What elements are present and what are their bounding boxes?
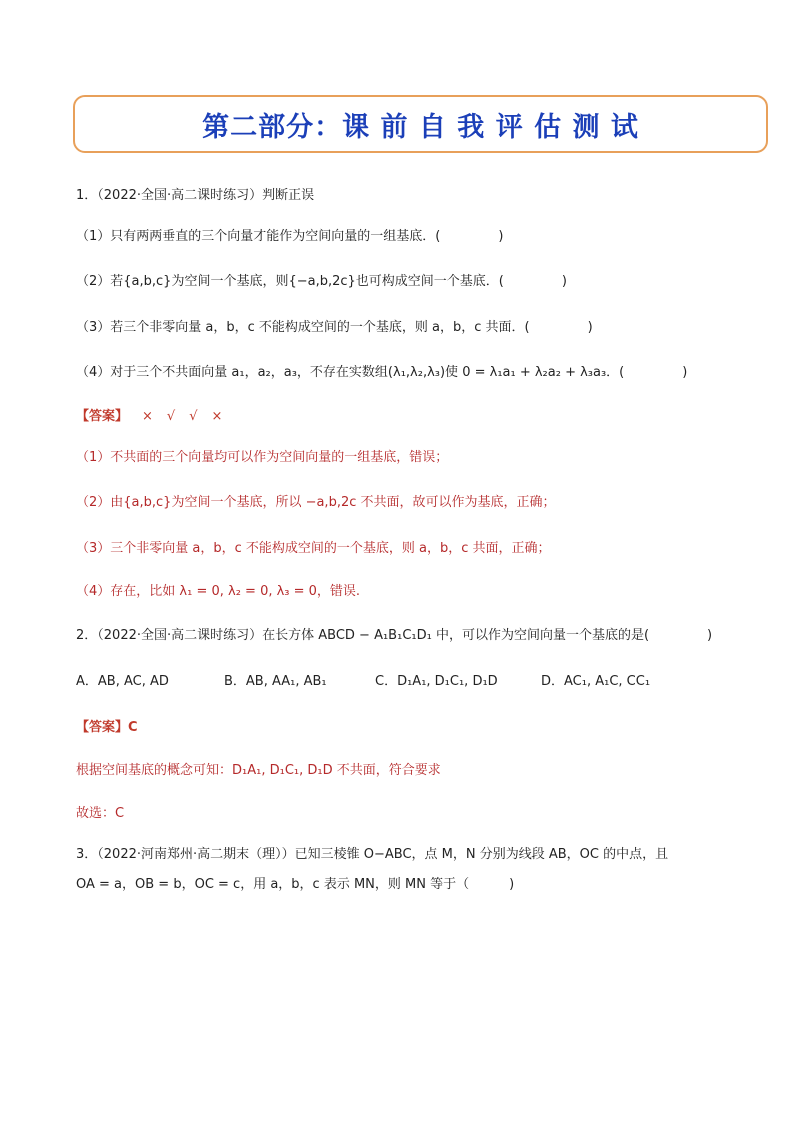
q2-choice-a: A．AB, AC, AD (76, 674, 169, 689)
q1-item-2 (76, 273, 567, 291)
q1-item-1-text: （1）只有两两垂直的三个向量才能作为空间向量的一组基底．( (76, 229, 441, 244)
q2-conclusion: 故选：C (76, 806, 125, 821)
section-title-box (73, 95, 768, 153)
close-paren: ) (498, 229, 504, 244)
q2-choice-c: C．D₁A₁, D₁C₁, D₁D (375, 674, 498, 689)
q1-item-3-text: （3）若三个非零向量 a，b，c 不能构成空间的一个基底，则 a，b，c 共面．( (76, 320, 530, 335)
q2-explanation: 根据空间基底的概念可知：D₁A₁, D₁C₁, D₁D 不共面，符合要求 (76, 763, 441, 778)
close-paren: ) (682, 365, 688, 380)
q1-item-2-text: （2）若{a,b,c}为空间一个基底，则{−a,b,2c}也可构成空间一个基底．( (76, 274, 504, 289)
q1-item-1 (76, 228, 503, 246)
answer-mark-1: × (142, 409, 153, 424)
q1-item-4 (76, 364, 687, 382)
q2-choice-b: B．AB, AA₁, AB₁ (224, 674, 327, 689)
q2-choice-d: D．AC₁, A₁C, CC₁ (541, 674, 651, 689)
section-title: 第二部分：课 前 自 我 评 估 测 试 (202, 111, 639, 143)
close-paren: ) (561, 274, 567, 289)
close-paren: ) (707, 628, 713, 643)
close-paren: ) (587, 320, 593, 335)
q3-line-2 (76, 876, 514, 894)
answer-mark-4: × (211, 409, 223, 424)
q1-item-4-text: （4）对于三个不共面向量 a₁，a₂，a₃，不存在实数组(λ₁,λ₂,λ₃)使 0 = λ₁a₁ + λ₂a₂ + λ₃a₃．( (76, 365, 625, 380)
close-paren: ) (509, 877, 515, 892)
q1-answer (76, 408, 236, 426)
q1-stem: 1．（2022·全国·高二课时练习）判断正误 (76, 188, 315, 203)
q2-answer (76, 719, 138, 737)
q1-explanation-2: （2）由{a,b,c}为空间一个基底，所以 −a,b,2c 不共面，故可以作为基底，正确； (76, 495, 556, 510)
q2-stem (76, 627, 712, 645)
answer-label: 【答案】 (76, 409, 129, 424)
q1-explanation-1: （1）不共面的三个向量均可以作为空间向量的一组基底，错误； (76, 450, 449, 465)
q1-item-3 (76, 319, 593, 337)
q1-explanation-4: （4）存在，比如 λ₁ = 0, λ₂ = 0, λ₃ = 0，错误. (76, 584, 361, 599)
answer-mark-2: √ (166, 409, 176, 424)
q3-line-1: 3．（2022·河南郑州·高二期末（理））已知三棱锥 O−ABC，点 M，N 分别为线段 AB，OC 的中点，且 (76, 847, 669, 862)
q2-answer-text: 【答案】C (76, 720, 138, 735)
q2-stem-text: 2．（2022·全国·高二课时练习）在长方体 ABCD − A₁B₁C₁D₁ 中，可以作为空间向量一个基底的是( (76, 628, 650, 643)
answer-marks (142, 409, 236, 424)
q1-explanation-3: （3）三个非零向量 a，b，c 不能构成空间的一个基底，则 a，b，c 共面，正确； (76, 541, 551, 556)
answer-mark-3: √ (189, 409, 198, 424)
q3-line-2-text: OA = a，OB = b，OC = c，用 a，b，c 表示 MN，则 MN 等于（ (76, 877, 470, 892)
